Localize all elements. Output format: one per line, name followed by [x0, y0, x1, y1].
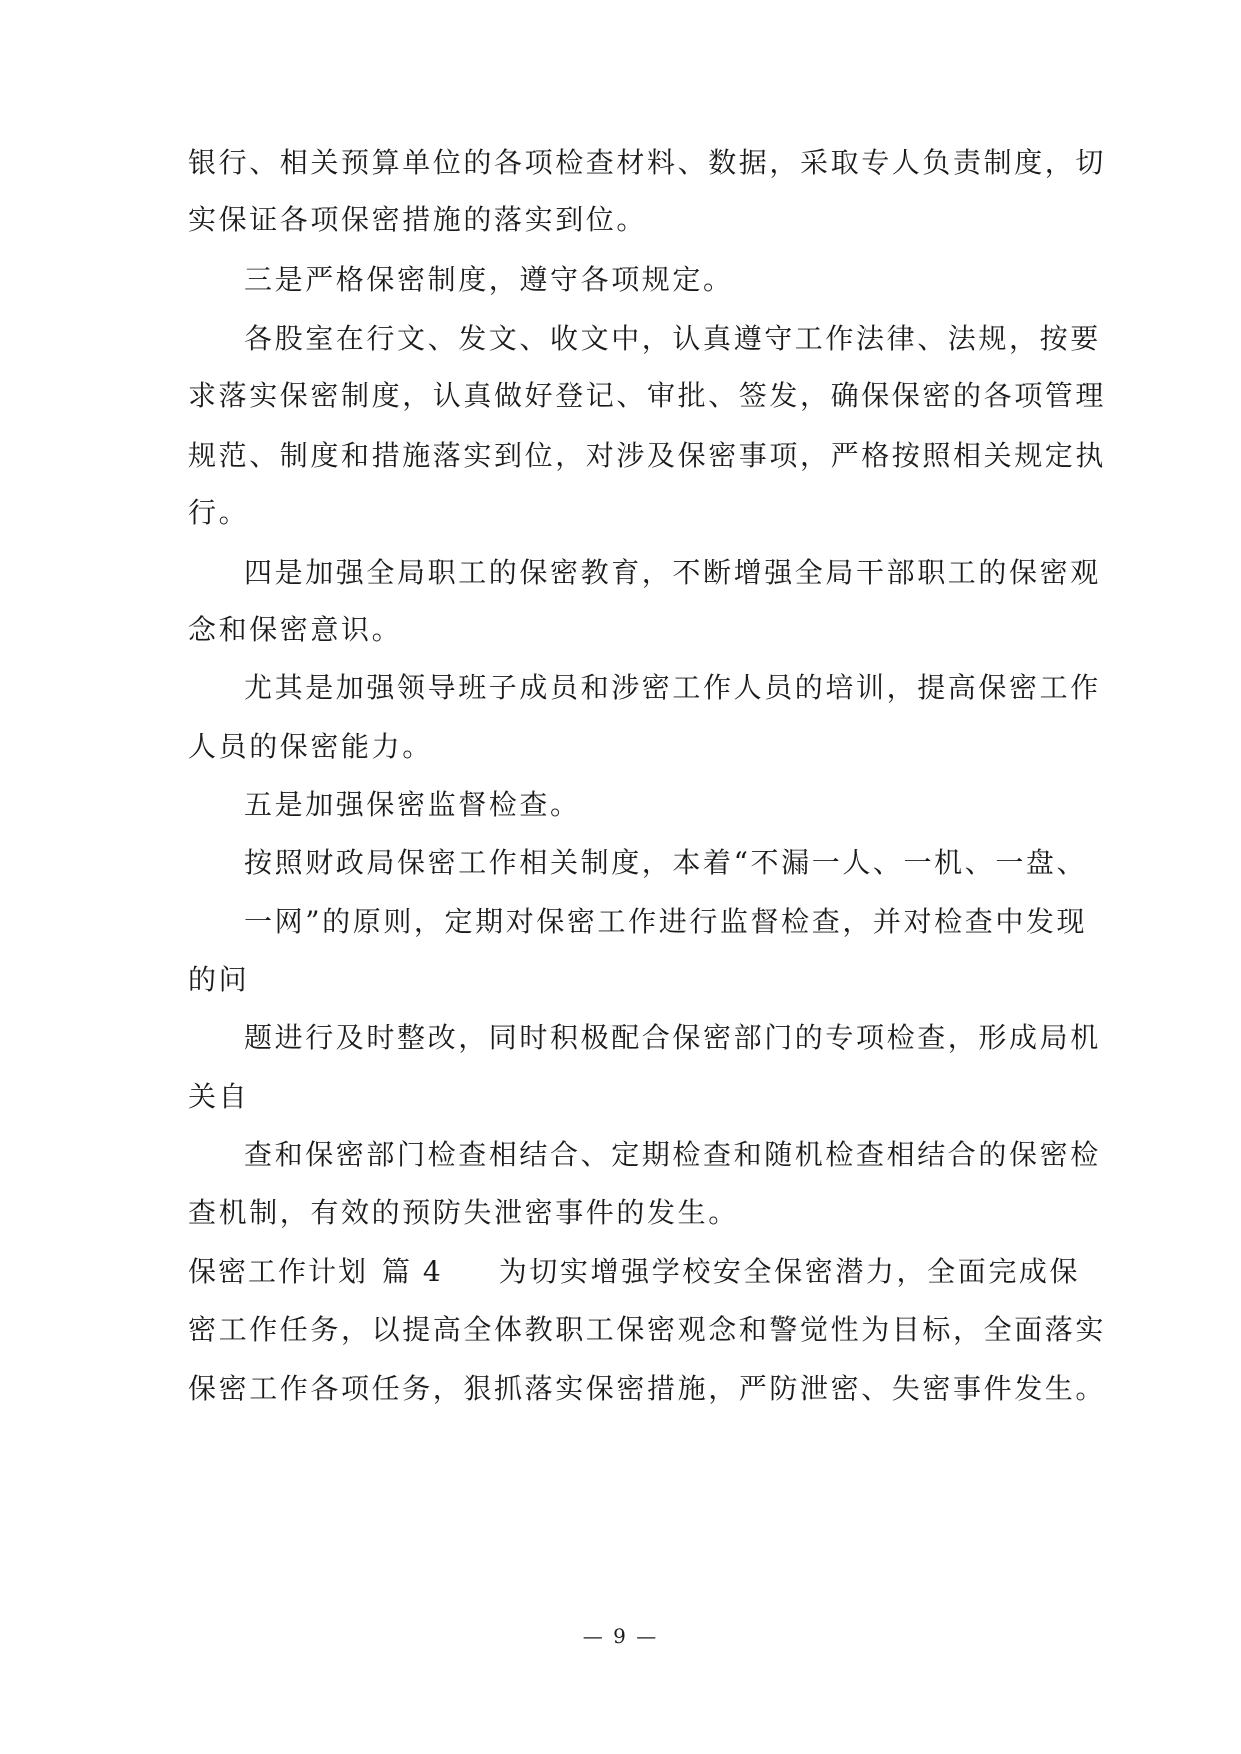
text-line: 五是加强保密监督检查。	[244, 788, 581, 821]
section-heading-line	[188, 1252, 1081, 1292]
text-line: 三是严格保密制度，遵守各项规定。	[244, 263, 734, 296]
text-line: 规范、制度和措施落实到位，对涉及保密事项，严格按照相关规定执	[188, 439, 1107, 472]
text-line: 实保证各项保密措施的落实到位。	[188, 203, 648, 236]
text-line: 的问	[188, 963, 250, 996]
text-line: 四是加强全局职工的保密教育，不断增强全局干部职工的保密观	[244, 556, 1101, 589]
text-line: 尤其是加强领导班子成员和涉密工作人员的培训，提高保密工作	[244, 671, 1101, 704]
section-title: 保密工作计划	[188, 1255, 369, 1288]
text-line: 按照财政局保密工作相关制度，本着“不漏一人、一机、一盘、	[244, 846, 1088, 879]
text-line: 一网”的原则，定期对保密工作进行监督检查，并对检查中发现	[244, 905, 1088, 938]
page-number: — 9 —	[582, 1624, 659, 1648]
text-line: 查机制，有效的预防失泄密事件的发生。	[188, 1196, 739, 1229]
text-line: 人员的保密能力。	[188, 730, 433, 763]
section-number: 篇 4	[382, 1255, 443, 1288]
text-line: 密工作任务，以提高全体教职工保密观念和警觉性为目标，全面落实	[188, 1313, 1107, 1346]
text-line: 银行、相关预算单位的各项检查材料、数据，采取专人负责制度，切	[188, 146, 1107, 179]
text-line: 保密工作各项任务，狠抓落实保密措施，严防泄密、失密事件发生。	[188, 1372, 1107, 1405]
text-line: 题进行及时整改，同时积极配合保密部门的专项检查，形成局机	[244, 1021, 1101, 1054]
text-line: 行。	[188, 496, 250, 529]
text-line: 关自	[188, 1080, 250, 1113]
text-line: 求落实保密制度，认真做好登记、审批、签发，确保保密的各项管理	[188, 379, 1107, 412]
text-line: 查和保密部门检查相结合、定期检查和随机检查相结合的保密检	[244, 1138, 1101, 1171]
text-line: 念和保密意识。	[188, 613, 403, 646]
text-line: 各股室在行文、发文、收文中，认真遵守工作法律、法规，按要	[244, 322, 1101, 355]
section-intro-text: 为切实增强学校安全保密潜力，全面完成保	[498, 1255, 1081, 1288]
